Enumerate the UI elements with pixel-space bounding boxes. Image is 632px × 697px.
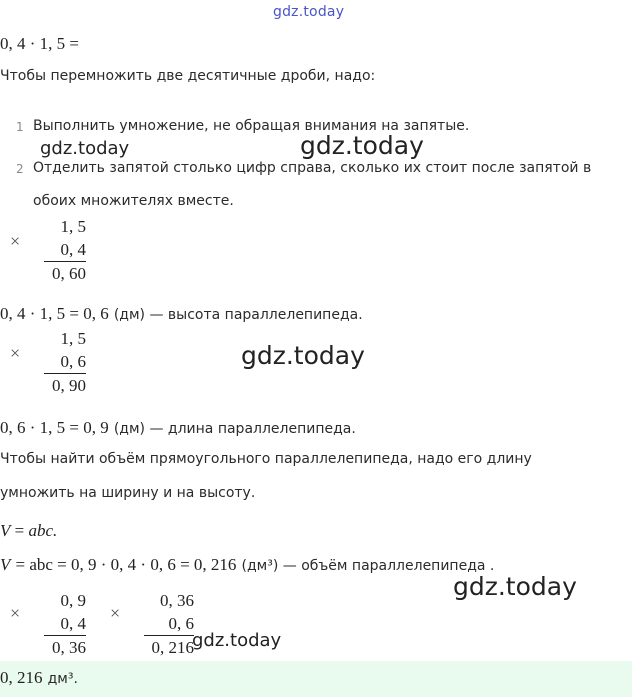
factor-a: 0, 9 [60,591,86,610]
multiplication-rule-intro: Чтобы перемножить две десятичные дроби, надо: [0,68,376,84]
answer-value: 0, 216 [0,668,43,687]
volume-equation-lhs: V [0,555,11,574]
answer [0,668,78,688]
height-equation [0,304,363,324]
product: 0, 90 [44,373,86,397]
factor-b: 0, 6 [168,614,194,633]
step-2-text-line1: Отделить запятой столько цифр справа, сколько их стоит после запятой в [33,160,592,176]
volume-rule-line1: Чтобы найти объём прямоугольного параллелепипеда, надо его длину [0,451,532,467]
product: 0, 60 [44,261,86,285]
formula-lhs: V [0,521,11,540]
factor-a: 1, 5 [60,329,86,348]
height-equation-math: 0, 4 · 1, 5 = 0, 6 [0,304,109,323]
watermark-4: gdz.today [453,572,577,601]
step-1-text: Выполнить умножение, не обращая внимания на запятые. [33,118,470,134]
volume-equation-text: (дм³) — объём параллелепипеда . [241,558,495,574]
product: 0, 36 [44,635,86,659]
step-1-number: 1 [16,120,24,134]
factor-b: 0, 4 [60,614,86,633]
factor-a: 0, 36 [160,591,194,610]
factor-a: 1, 5 [60,217,86,236]
answer-highlight [0,661,632,697]
multiply-sign-2: × [10,343,21,363]
watermark-5: gdz.today [192,630,282,651]
formula-eq: = [14,521,25,540]
height-equation-text: (дм) — высота параллелепипеда. [113,307,363,323]
column-multiplication-2 [44,327,86,397]
multiply-sign-1: × [10,231,21,251]
column-multiplication-1 [44,215,86,285]
factor-b: 0, 4 [60,240,86,259]
length-equation [0,418,356,438]
length-equation-text: (дм) — длина параллелепипеда. [113,421,356,437]
watermark-top: gdz.today [273,4,345,20]
volume-equation-math: = abc = 0, 9 · 0, 4 · 0, 6 = 0, 216 [15,555,237,574]
answer-unit: дм³. [47,671,78,687]
column-multiplication-4 [144,589,194,659]
volume-equation [0,555,494,575]
column-multiplication-3 [44,589,86,659]
watermark-3: gdz.today [241,341,365,370]
volume-formula [0,521,57,541]
formula-rhs: abc. [28,521,58,540]
watermark-2: gdz.today [300,131,424,160]
product: 0, 216 [144,635,194,659]
watermark-1: gdz.today [40,138,130,159]
step-2-text-line2: обоих множителях вместе. [33,193,234,209]
factor-b: 0, 6 [60,352,86,371]
length-equation-math: 0, 6 · 1, 5 = 0, 9 [0,418,109,437]
multiply-sign-3: × [10,603,21,623]
multiply-sign-4: × [110,603,121,623]
initial-expression: 0, 4 · 1, 5 = [0,34,79,53]
step-2-number: 2 [16,162,24,176]
volume-rule-line2: умножить на ширину и на высоту. [0,485,256,501]
